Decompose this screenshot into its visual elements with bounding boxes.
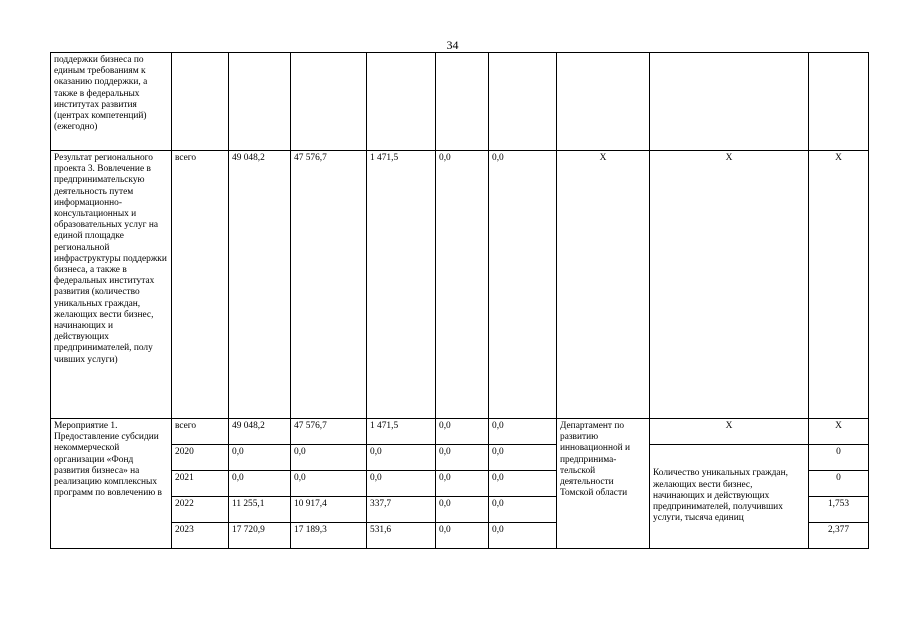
measure-name-cell: Мероприятие 1. Предоставление субсидии некоммерческой организации «Фонд развития бизнеса» на реализацию комплексных программ по вовлечению в [51, 419, 172, 549]
other-cell: 0,0 [489, 445, 557, 471]
regional-cell: 0,0 [367, 471, 436, 497]
regional-cell: 1 471,5 [367, 151, 436, 419]
regional-cell: 337,7 [367, 497, 436, 523]
indicator-value-cell: 2,377 [809, 523, 869, 549]
table-row [51, 151, 869, 419]
budget-table [50, 52, 869, 549]
indicator-cell: Х [650, 419, 809, 445]
total-cell: 49 048,2 [229, 419, 291, 445]
other-cell: 0,0 [489, 523, 557, 549]
local-cell: 0,0 [436, 419, 489, 445]
period-cell: всего [172, 419, 229, 445]
period-cell: всего [172, 151, 229, 419]
regional-cell: 0,0 [367, 445, 436, 471]
other-cell: 0,0 [489, 419, 557, 445]
federal-cell: 10 917,4 [291, 497, 367, 523]
total-cell: 17 720,9 [229, 523, 291, 549]
table-row [51, 445, 869, 471]
indicator-value-cell: Х [809, 151, 869, 419]
indicator-value-cell: 1,753 [809, 497, 869, 523]
indicator-value-cell: Х [809, 419, 869, 445]
row-name-cell: поддержки бизнеса по единым требованиям к оказанию поддержки, а также в федеральных институтах развития (центрах компетенций) (ежегодно) [51, 53, 172, 151]
regional-cell: 531,6 [367, 523, 436, 549]
executor-cell: Департамент по развитию инновационной и предпринима-тельской деятельности Томской области [557, 419, 650, 549]
indicator-cell: Количество уникальных граждан, желающих вести бизнес, начинающих и действующих предпринимателей, получивших услуги, тысяча единиц [650, 445, 809, 549]
other-cell: 0,0 [489, 471, 557, 497]
federal-cell: 17 189,3 [291, 523, 367, 549]
page-number: 34 [446, 38, 459, 52]
local-cell: 0,0 [436, 497, 489, 523]
period-cell: 2022 [172, 497, 229, 523]
federal-cell: 0,0 [291, 471, 367, 497]
total-cell: 49 048,2 [229, 151, 291, 419]
other-cell: 0,0 [489, 497, 557, 523]
local-cell: 0,0 [436, 471, 489, 497]
local-cell: 0,0 [436, 523, 489, 549]
local-cell: 0,0 [436, 445, 489, 471]
table-row [51, 419, 869, 445]
period-cell: 2023 [172, 523, 229, 549]
total-cell: 0,0 [229, 471, 291, 497]
executor-cell: Х [557, 151, 650, 419]
indicator-cell: Х [650, 151, 809, 419]
table-row [51, 53, 869, 151]
local-cell: 0,0 [436, 151, 489, 419]
indicator-value-cell: 0 [809, 471, 869, 497]
total-cell: 11 255,1 [229, 497, 291, 523]
period-cell: 2021 [172, 471, 229, 497]
period-cell: 2020 [172, 445, 229, 471]
total-cell: 0,0 [229, 445, 291, 471]
federal-cell: 47 576,7 [291, 419, 367, 445]
indicator-value-cell: 0 [809, 445, 869, 471]
federal-cell: 0,0 [291, 445, 367, 471]
regional-cell: 1 471,5 [367, 419, 436, 445]
other-cell: 0,0 [489, 151, 557, 419]
row-name-cell: Результат регионального проекта 3. Вовлечение в предпринимательскую деятельность путем информационно-консультационных и образовательных услуг на единой площадке региональной инфраструктуры поддержки бизнеса, а также в федеральных институтах развития (количество уникальных граждан, желающих вести бизнес, начинающих и действующих предпринимателей, полу чивших услуги) [51, 151, 172, 419]
federal-cell: 47 576,7 [291, 151, 367, 419]
